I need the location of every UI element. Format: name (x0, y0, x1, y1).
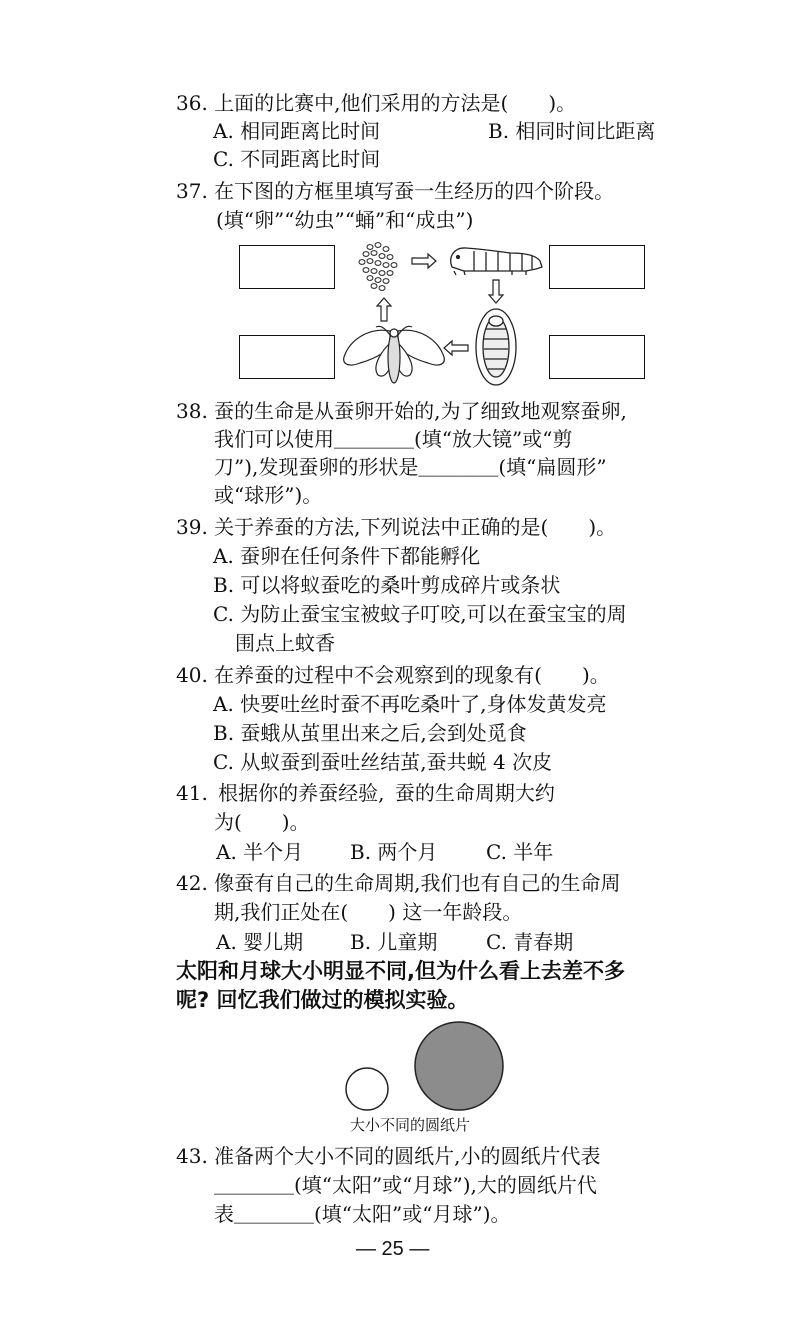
q41-option-c: C. 半年 (486, 840, 554, 864)
silkworm-larva-icon (451, 248, 542, 275)
q43-line-3: 表＿＿＿＿(填“太阳”或“月球”)。 (214, 1202, 511, 1226)
answer-box-bottom-right[interactable] (549, 335, 645, 379)
q39-option-b: B. 可以将蚁蚕吃的桑叶剪成碎片或条状 (213, 573, 561, 597)
arrow-down-icon (489, 280, 503, 303)
answer-box-top-left[interactable] (239, 245, 335, 289)
figure-caption: 大小不同的圆纸片 (350, 1116, 471, 1134)
q39-option-c-line-1: C. 为防止蚕宝宝被蚊子叮咬,可以在蚕宝宝的周 (213, 602, 627, 626)
q39-stem: 39. 关于养蚕的方法,下列说法中正确的是( )。 (176, 515, 617, 539)
q43-line-2: ＿＿＿＿(填“太阳”或“月球”),大的圆纸片代 (214, 1173, 597, 1197)
q42-option-b: B. 儿童期 (350, 930, 438, 954)
q40-option-a: A. 快要吐丝时蚕不再吃桑叶了,身体发黄发亮 (213, 692, 607, 716)
answer-box-top-right[interactable] (549, 245, 645, 289)
q42-line-2: 期,我们正处在( ) 这一年龄段。 (214, 900, 523, 924)
q38-line-1: 38. 蚕的生命是从蚕卵开始的,为了细致地观察蚕卵, (176, 399, 627, 423)
q38-line-3: 刀”),发现蚕卵的形状是＿＿＿＿(填“扁圆形” (214, 455, 607, 479)
silkworm-eggs-icon (359, 243, 397, 291)
arrow-right-icon (412, 254, 436, 268)
silkworm-lifecycle-diagram (340, 235, 550, 395)
q37-hint: (填“卵”“幼虫”“蛹”和“成虫”) (216, 208, 474, 232)
small-paper-disk (346, 1068, 388, 1110)
q40-option-c: C. 从蚁蚕到蚕吐丝结茧,蚕共蜕 4 次皮 (213, 750, 553, 774)
silkworm-pupa-icon (476, 309, 516, 385)
silkworm-moth-icon (344, 326, 445, 383)
q43-line-1: 43. 准备两个大小不同的圆纸片,小的圆纸片代表 (176, 1144, 601, 1168)
answer-box-bottom-left[interactable] (239, 335, 335, 379)
q36-stem: 36. 上面的比赛中,他们采用的方法是( )。 (176, 91, 577, 115)
q39-option-a: A. 蚕卵在任何条件下都能孵化 (213, 544, 481, 568)
large-paper-disk (415, 1022, 503, 1110)
q40-stem: 40. 在养蚕的过程中不会观察到的现象有( )。 (176, 663, 610, 687)
q42-line-1: 42. 像蚕有自己的生命周期,我们也有自己的生命周 (176, 871, 621, 895)
q41-option-a: A. 半个月 (216, 840, 304, 864)
section-heading-line-1: 太阳和月球大小明显不同,但为什么看上去差不多 (176, 959, 625, 983)
q40-option-b: B. 蚕蛾从茧里出来之后,会到处觅食 (213, 721, 527, 745)
q41-option-b: B. 两个月 (350, 840, 438, 864)
q38-line-2: 我们可以使用＿＿＿＿(填“放大镜”或“剪 (214, 427, 573, 451)
arrow-left-icon (444, 341, 468, 355)
page-number: — 25 — (356, 1238, 430, 1260)
paper-disks-figure (335, 1015, 515, 1115)
q41-line-1: 41. 根据你的养蚕经验, 蚕的生命周期大约 (176, 781, 555, 805)
q42-option-a: A. 婴儿期 (216, 930, 304, 954)
q39-option-c-line-2: 围点上蚊香 (235, 631, 335, 655)
section-heading-line-2: 呢? 回忆我们做过的模拟实验。 (176, 988, 469, 1012)
q41-line-2: 为( )。 (214, 810, 310, 834)
q42-option-c: C. 青春期 (486, 930, 574, 954)
q36-option-b: B. 相同时间比距离 (488, 119, 656, 143)
q36-option-c: C. 不同距离比时间 (213, 147, 381, 171)
q37-stem: 37. 在下图的方框里填写蚕一生经历的四个阶段。 (176, 179, 615, 203)
q38-line-4: 或“球形”)。 (214, 483, 323, 507)
q36-option-a: A. 相同距离比时间 (213, 119, 381, 143)
arrow-up-icon (377, 298, 391, 321)
